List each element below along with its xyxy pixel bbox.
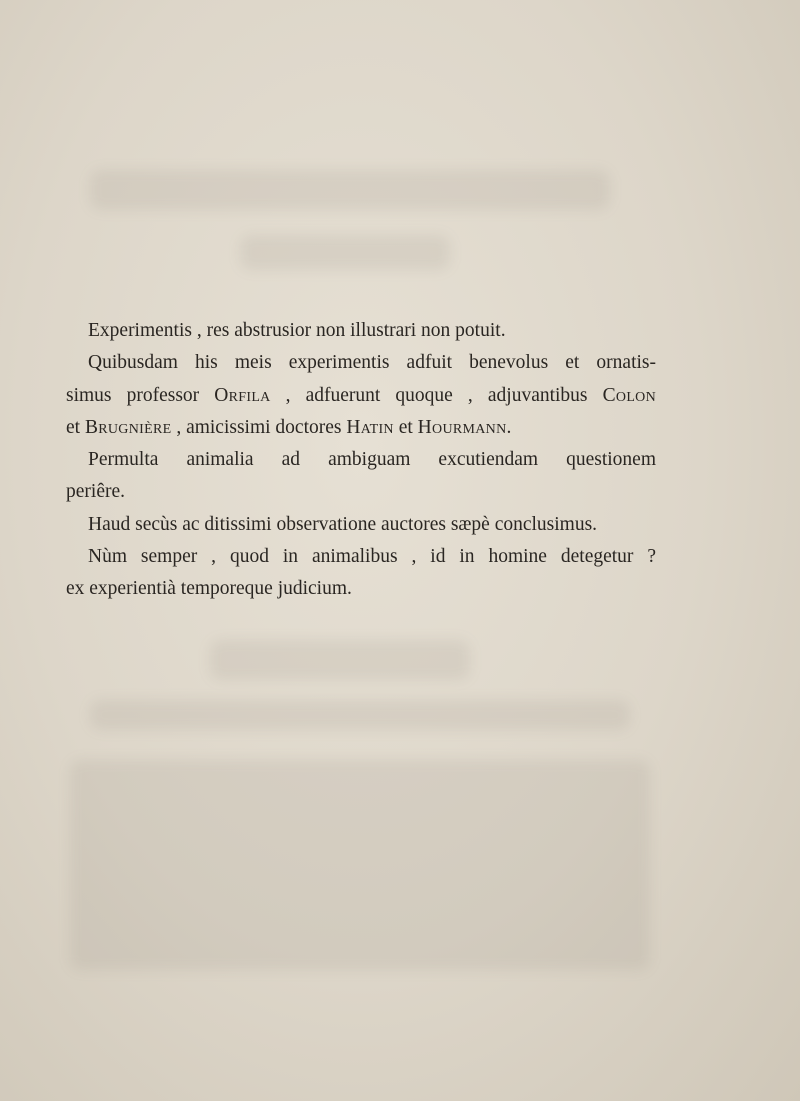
text-line: Permulta animalia ad ambiguam excutiendam questionem (88, 449, 656, 471)
text-line (66, 380, 656, 412)
proper-name: Orfila (214, 384, 271, 406)
text-run: , amicissimi doctores (171, 416, 347, 438)
proper-name: Colon (602, 384, 656, 406)
text-line: Nùm semper , quod in animalibus , id in homine detegetur ? (88, 546, 656, 568)
text-run: et (393, 416, 418, 438)
text-run: et (66, 416, 85, 438)
text-run: . (506, 416, 512, 438)
text-line: Quibusdam his meis experimentis adfuit benevolus et ornatis- (88, 352, 656, 374)
text-line: Haud secùs ac ditissimi observatione auctores sæpè conclusimus. (88, 513, 598, 535)
proper-name: Hatin (346, 416, 394, 438)
text-run: simus professor (66, 384, 215, 406)
text-line (66, 412, 656, 444)
text-line: Experimentis , res abstrusior non illustrari non potuit. (88, 320, 506, 341)
text-line: ex experientià temporeque judicium. (66, 578, 352, 600)
text-line: periêre. (66, 481, 125, 503)
body-text (66, 315, 656, 606)
proper-name: Hourmann (417, 416, 507, 438)
proper-name: Brugnière (84, 416, 172, 438)
text-run: , adfuerunt quoque , adjuvantibus (270, 384, 603, 406)
